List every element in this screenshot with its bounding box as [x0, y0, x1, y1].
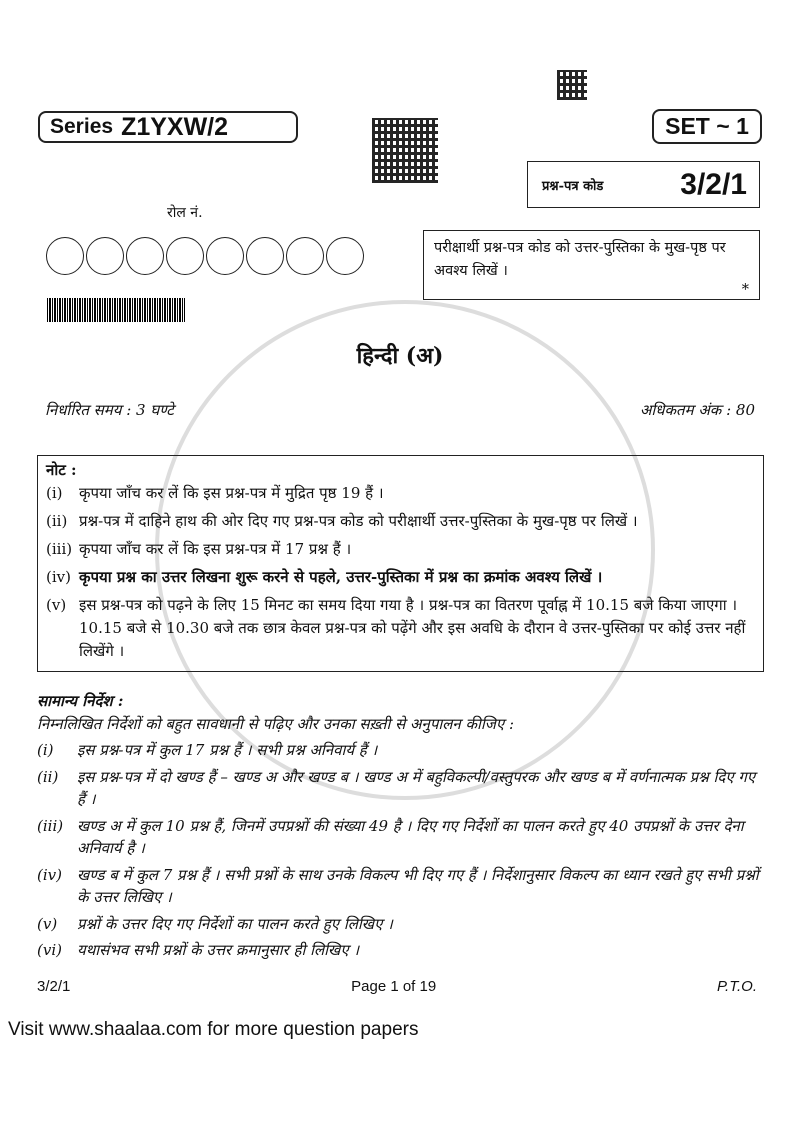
note-item: (ii) प्रश्न-पत्र में दाहिने हाथ की ओर दिए गए प्रश्न-पत्र कोड को परीक्षार्थी उत्तर-पुस्तिका के मुख-पृष्ठ पर लिखें ।: [46, 512, 638, 530]
shaalaa-link[interactable]: Visit www.shaalaa.com for more question papers: [8, 1018, 419, 1040]
code-instruction: परीक्षार्थी प्रश्न-पत्र कोड को उत्तर-पुस्तिका के मुख-पृष्ठ पर अवश्य लिखें ।: [434, 240, 726, 279]
note-heading: नोट :: [46, 461, 77, 479]
max-marks: अधिकतम अंक : 80: [639, 401, 755, 419]
instruction-item: (v) प्रश्नों के उत्तर दिए गए निर्देशों का पालन करते हुए लिखिए ।: [37, 914, 393, 933]
note-box: [37, 455, 764, 672]
series-box: [38, 111, 298, 143]
pto: P.T.O.: [716, 977, 757, 995]
general-heading: सामान्य निर्देश :: [37, 692, 124, 710]
time-allowed: निर्धारित समय : 3 घण्टे: [45, 401, 174, 419]
asterisk: *: [741, 282, 749, 298]
small-qr-code: [557, 70, 587, 100]
roll-no-circles[interactable]: [46, 237, 366, 275]
series-label: Series: [50, 115, 114, 138]
general-intro: निम्नलिखित निर्देशों को बहुत सावधानी से पढ़िए और उनका सख़्ती से अनुपालन कीजिए :: [37, 714, 515, 733]
instruction-item: (ii) इस प्रश्न-पत्र में दो खण्ड हैं – खण्ड अ और खण्ड ब । खण्ड अ में बहुविकल्पी/वस्तुपरक और खण्ड ब में वर्णनात्मक प्रश्न दिए गए हैं ।: [37, 767, 756, 808]
note-item: (iv) कृपया प्रश्न का उत्तर लिखना शुरू करने से पहले, उत्तर-पुस्तिका में प्रश्न का क्रमांक अवश्य लिखें ।: [46, 568, 603, 586]
paper-code: 3/2/1: [680, 167, 747, 201]
note-item: (iii) कृपया जाँच कर लें कि इस प्रश्न-पत्र में 17 प्रश्न हैं ।: [46, 540, 352, 558]
code-instruction-box: [423, 230, 760, 300]
time-marks-row: [45, 400, 755, 420]
content-flow: [8, 455, 764, 1041]
paper-code-label: प्रश्न-पत्र कोड: [542, 178, 604, 194]
note-item: (v) इस प्रश्न-पत्र को पढ़ने के लिए 15 मिनट का समय दिया गया है । प्रश्न-पत्र का वितरण पूर्वाह्न में 10.15 बजे किया जाएगा । 10.15 बजे से 10.30 बजे तक छात्र केवल प्रश्न-पत्र को पढ़ेंगे और इस अवधि के दौरान वे उत्तर-पुस्तिका पर कोई उत्तर नहीं लिखेंगे ।: [46, 596, 746, 660]
barcode: [47, 298, 185, 322]
general-instructions: [37, 690, 764, 962]
footer-code: 3/2/1: [37, 977, 71, 995]
set-box: SET ~ 1: [652, 109, 762, 144]
instruction-item: (vi) यथासंभव सभी प्रश्नों के उत्तर क्रमानुसार ही लिखिए ।: [37, 941, 360, 959]
instruction-item: (iv) खण्ड ब में कुल 7 प्रश्न हैं । सभी प्रश्नों के साथ उनके विकल्प भी दिए गए हैं । निर्देशानुसार विकल्प का ध्यान रखते हुए सभी प्रश्नों के उत्तर लिखिए ।: [37, 865, 759, 906]
roll-no-label: रोल नं.: [167, 205, 203, 221]
series-code: Z1YXW/2: [121, 112, 229, 141]
instruction-item: (i) इस प्रश्न-पत्र में कुल 17 प्रश्न हैं । सभी प्रश्न अनिवार्य हैं ।: [37, 741, 378, 759]
subject-title: हिन्दी (अ): [356, 343, 444, 369]
page-footer: [37, 978, 764, 995]
qr-code: [372, 118, 438, 183]
note-item: (i) कृपया जाँच कर लें कि इस प्रश्न-पत्र में मुद्रित पृष्ठ 19 हैं ।: [46, 484, 384, 502]
instruction-item: (iii) खण्ड अ में कुल 10 प्रश्न हैं, जिनमें उपप्रश्नों की संख्या 49 है । दिए गए निर्देशों का पालन करते हुए 40 उपप्रश्नों के उत्तर देना अनिवार्य है ।: [37, 816, 744, 857]
page-number: Page 1 of 19: [351, 977, 437, 995]
paper-code-box: [527, 161, 760, 208]
